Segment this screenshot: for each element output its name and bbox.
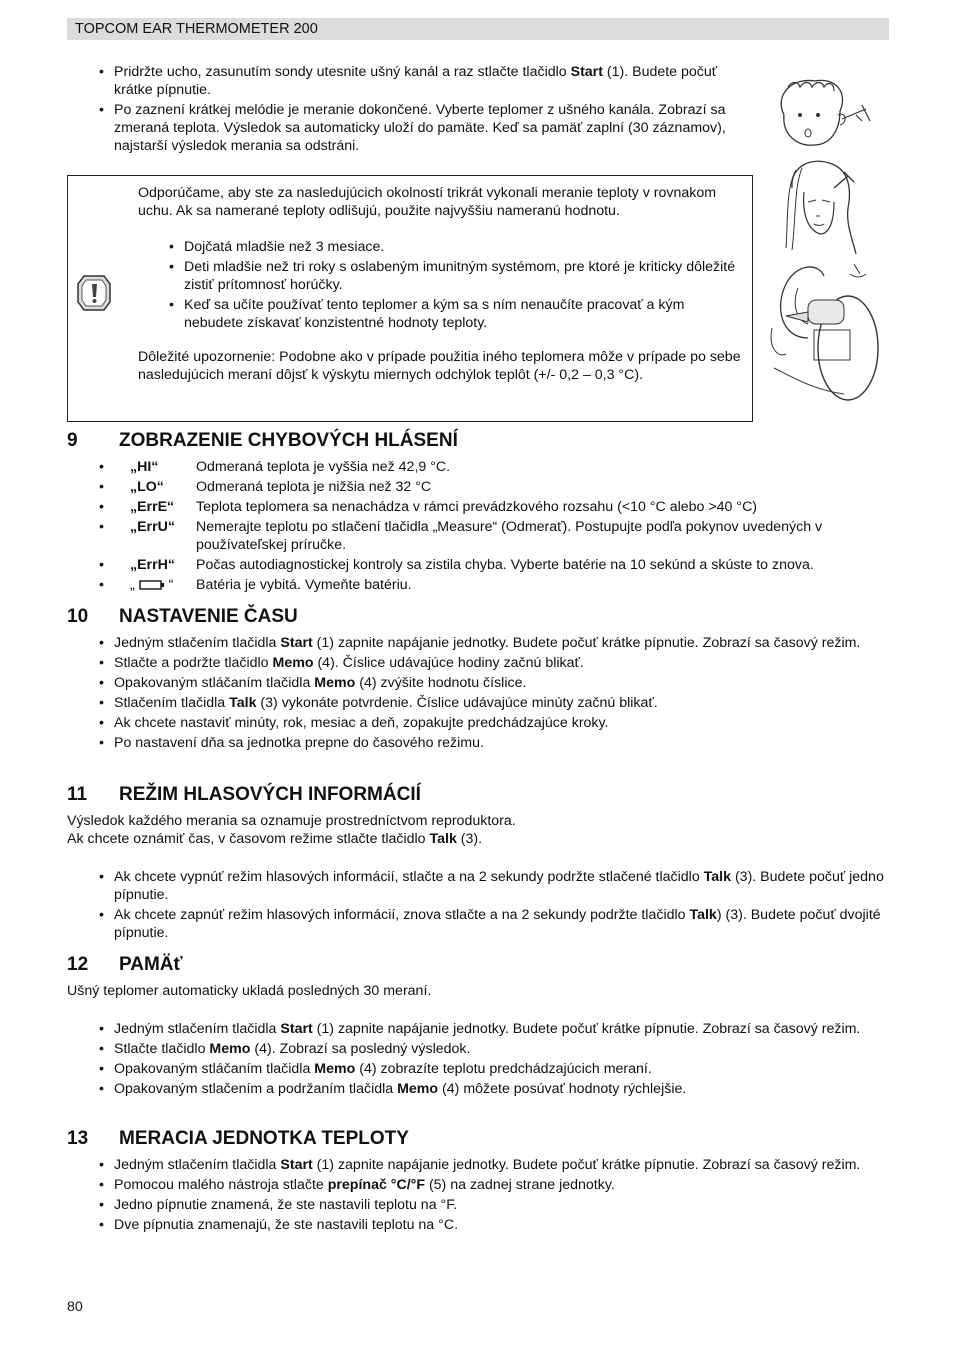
list-item: • Ak chcete zapnúť režim hlasových informácií, znova stlačte a na 2 sekundy podržte tlačidlo Talk) (3). Budete počuť dvojité pípnutie. [67, 906, 889, 942]
list-item: • Jedným stlačením tlačidla Start (1) zapnite napájanie jednotky. Budete počuť krátke pípnutie. Zobrazí sa časový režim. [67, 1156, 889, 1174]
list-item: • Opakovaným stláčaním tlačidla Memo (4) zvýšite hodnotu číslice. [67, 674, 889, 692]
list-item: • Stlačte a podržte tlačidlo Memo (4). Číslice udávajúce hodiny začnú blikať. [67, 654, 889, 672]
list-item: • Stlačte tlačidlo Memo (4). Zobrazí sa posledný výsledok. [67, 1040, 889, 1058]
note-paragraph: Dôležité upozornenie: Podobne ako v prípade použitia iného teplomera môže v prípade po sebe nasledujúcich meraní dôjsť k výskytu miernych odchýlok teplôt (+/- 0,2 – 0,3 °C). [138, 349, 741, 383]
section-time-setting [67, 606, 889, 754]
list-item: • Pridržte ucho, zasunutím sondy utesnite ušný kanál a raz stlačte tlačidlo Start (1). Budete počuť krátke pípnutie. [67, 63, 757, 99]
list-item: • Pomocou malého nástroja stlačte prepínač °C/°F (5) na zadnej strane jednotky. [67, 1176, 889, 1194]
section-memory [67, 954, 889, 1100]
list-item: • Dojčatá mladšie než 3 mesiace. [138, 238, 743, 256]
note-paragraph: Odporúčame, aby ste za nasledujúcich okolností trikrát vykonali meranie teploty v rovnakom uchu. Ak sa namerané teploty odlišujú, použite najvyššiu nameranú hodnotu. [138, 185, 717, 219]
list-item: • Po zaznení krátkej melódie je meranie dokončené. Vyberte teplomer z ušného kanála. Zobrazí sa zmeraná teplota. Výsledok sa automaticky uloží do pamäte. Keď sa pamäť zaplní (30 záznamov), najstarší výsledok merania sa odstráni. [67, 101, 757, 155]
list-item: • Stlačením tlačidla Talk (3) vykonáte potvrdenie. Číslice udávajúce minúty začnú blikať. [67, 694, 889, 712]
list-item: • „LO“ Odmeraná teplota je nižšia než 32 °C [99, 479, 432, 495]
paragraph: Výsledok každého merania sa oznamuje prostredníctvom reproduktora. [67, 813, 516, 829]
list-item: • Keď sa učíte používať tento teplomer a kým sa s ním nenaučíte pracovať a kým nebudete získavať konzistentné hodnoty teploty. [138, 296, 743, 332]
section-temperature-unit [67, 1128, 889, 1236]
empty-battery-icon [139, 580, 165, 590]
header-title: TOPCOM EAR THERMOMETER 200 [75, 21, 318, 37]
list-item: • Deti mladšie než tri roky s oslabeným imunitným systémom, pre ktoré je kriticky dôležité zistiť prítomnosť horúčky. [138, 258, 743, 294]
section-heading: 9 ZOBRAZENIE CHYBOVÝCH HLÁSENÍ [67, 430, 458, 451]
list-item: • Opakovaným stlačením a podržaním tlačidla Memo (4) môžete posúvať hodnoty rýchlejšie. [67, 1080, 889, 1098]
list-item: • „HI“ Odmeraná teplota je vyššia než 42,9 °C. [99, 459, 451, 475]
warning-icon [74, 272, 114, 314]
list-item: • „ErrE“ Teplota teplomera sa nenachádza v rámci prevádzkového rozsahu (<10 °C alebo >40 °C) [99, 499, 758, 515]
list-item: • Opakovaným stláčaním tlačidla Memo (4) zobrazíte teplotu predchádzajúcich meraní. [67, 1060, 889, 1078]
child-ear-illustration [770, 75, 875, 150]
running-header [67, 18, 889, 40]
paragraph: Ušný teplomer automaticky ukladá posledných 30 meraní. [67, 983, 432, 999]
section-heading: 12 PAMÄť [67, 954, 183, 975]
list-item: • Ak chcete vypnúť režim hlasových informácií, stlačte a na 2 sekundy podržte stlačené tlačidlo Talk (3). Budete počuť jedno pípnutie. [67, 868, 889, 904]
section-heading: 10 NASTAVENIE ČASU [67, 606, 298, 627]
list-item: • Dve pípnutia znamenajú, že ste nastavili teplotu na °C. [67, 1216, 889, 1234]
list-item: • „ErrH“ Počas autodiagnostickej kontroly sa zistila chyba. Vyberte batérie na 10 sekúnd a skúste to znova. [99, 557, 814, 573]
list-item: • Po nastavení dňa sa jednotka prepne do časového režimu. [67, 734, 889, 752]
thermometer-device-illustration [768, 258, 884, 410]
section-heading: 11 REŽIM HLASOVÝCH INFORMÁCIÍ [67, 784, 421, 805]
woman-ear-illustration [782, 158, 862, 256]
list-item: • Jedným stlačením tlačidla Start (1) zapnite napájanie jednotky. Budete počuť krátke pípnutie. Zobrazí sa časový režim. [67, 1020, 889, 1038]
list-item: • „ErrU“ Nemerajte teplotu po stlačení tlačidla „Measure“ (Odmerať). Postupujte podľa pokynov uvedených v používateľskej príručke. [99, 519, 823, 553]
list-item: • „ “ Batéria je vybitá. Vymeňte batériu. [99, 577, 412, 593]
page-number: 80 [67, 1299, 83, 1315]
section-voice-mode [67, 784, 889, 944]
section-error-messages [67, 430, 889, 596]
intro-section [67, 63, 757, 157]
list-item: • Jedno pípnutie znamená, že ste nastavili teplotu na °F. [67, 1196, 889, 1214]
section-heading: 13 MERACIA JEDNOTKA TEPLOTY [67, 1128, 409, 1149]
list-item: • Ak chcete nastaviť minúty, rok, mesiac a deň, zopakujte predchádzajúce kroky. [67, 714, 889, 732]
important-note-box [67, 175, 753, 422]
paragraph: Ak chcete oznámiť čas, v časovom režime stlačte tlačidlo Talk (3). [67, 831, 483, 847]
list-item: • Jedným stlačením tlačidla Start (1) zapnite napájanie jednotky. Budete počuť krátke pípnutie. Zobrazí sa časový režim. [67, 634, 889, 652]
